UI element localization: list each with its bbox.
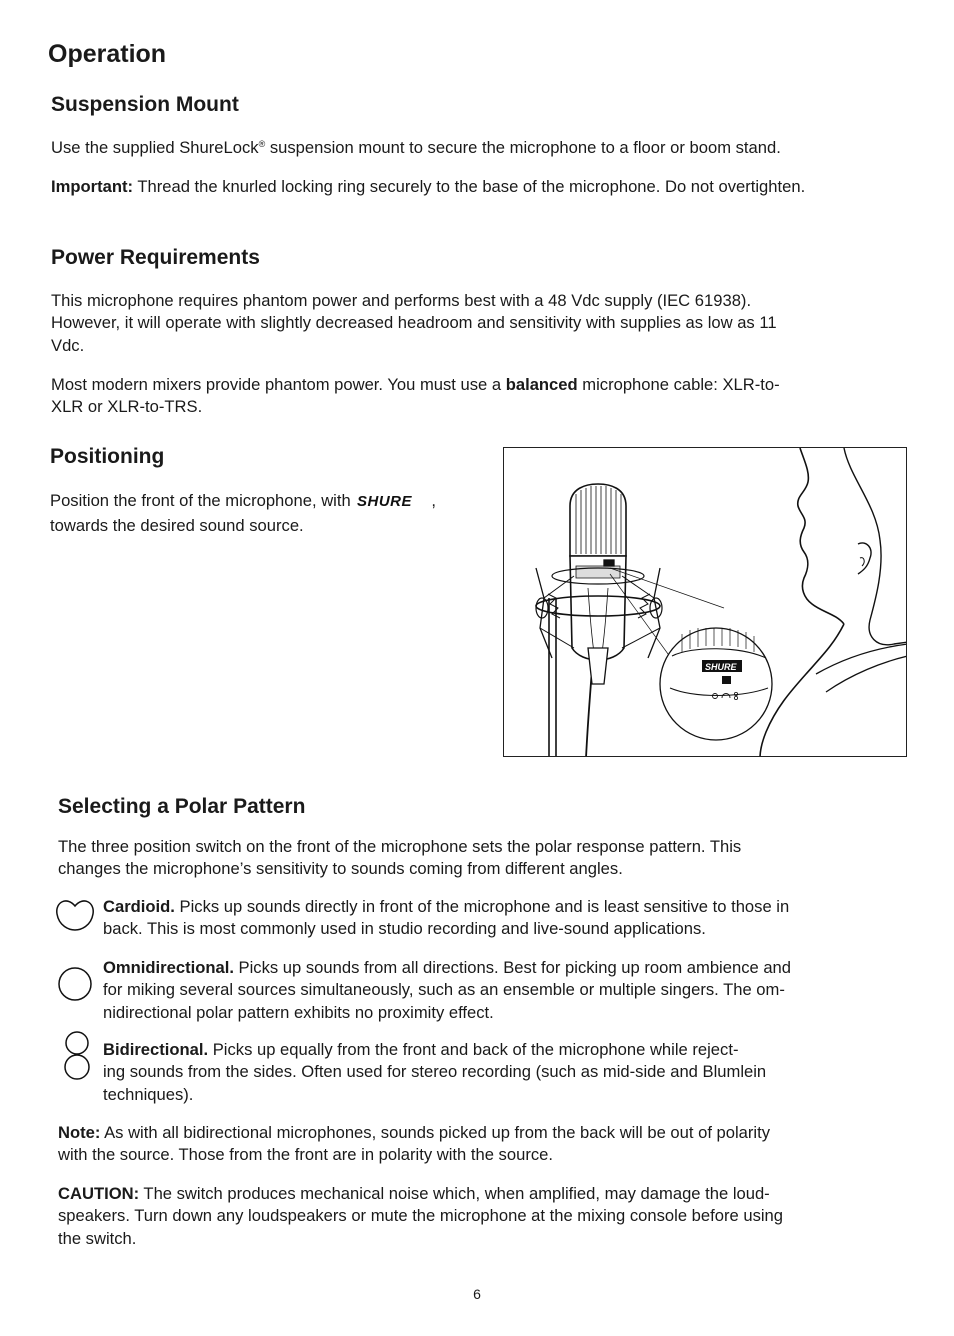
pattern-name: Bidirectional. <box>103 1040 209 1059</box>
text: As with all bidirectional microphones, sounds picked up from the back will be out of polarity <box>100 1123 771 1142</box>
text: changes the microphone’s sensitivity to sounds coming from different angles. <box>58 859 623 879</box>
balanced-bold: balanced <box>505 375 578 394</box>
power-paragraph-2 <box>51 374 780 419</box>
power-paragraph-1 <box>51 290 777 357</box>
text: Picks up equally from the front and back of the microphone while reject- <box>208 1040 739 1059</box>
cardioid-description <box>103 896 789 941</box>
text: techniques). <box>103 1084 194 1104</box>
text: speakers. Turn down any loudspeakers or mute the microphone at the mixing console before using <box>58 1206 784 1226</box>
text: with the source. Those from the front are in polarity with the source. <box>58 1145 553 1165</box>
text: the switch. <box>58 1228 137 1248</box>
text: Use the supplied ShureLock <box>51 138 259 157</box>
caution-paragraph <box>58 1183 783 1250</box>
pattern-name: Omnidirectional. <box>103 958 234 977</box>
note-paragraph <box>58 1122 770 1167</box>
text: microphone cable: XLR-to- <box>577 375 780 394</box>
text: nidirectional polar pattern exhibits no proximity effect. <box>103 1002 494 1022</box>
text: The three position switch on the front of the microphone sets the polar response pattern. This <box>58 837 742 856</box>
text: towards the desired sound source. <box>50 516 304 536</box>
text: Position the front of the microphone, with <box>50 491 356 510</box>
text: XLR or XLR-to-TRS. <box>51 397 203 417</box>
text: This microphone requires phantom power and performs best with a 48 Vdc supply (IEC 61938). <box>51 291 752 310</box>
pattern-name: Cardioid. <box>103 897 175 916</box>
omnidirectional-description <box>103 957 791 1024</box>
shure-logo-text: SHURE <box>357 493 413 509</box>
power-heading: Power Requirements <box>51 246 260 269</box>
positioning-heading: Positioning <box>50 445 165 468</box>
text: for miking several sources simultaneously, such as an ensemble or multiple singers. The om- <box>103 980 785 1000</box>
caution-label: CAUTION: <box>58 1184 140 1203</box>
text: Picks up sounds from all directions. Best for picking up room ambience and <box>233 958 792 977</box>
cardioid-icon <box>53 898 97 937</box>
bidirectional-icon <box>63 1030 91 1087</box>
text: suspension mount to secure the microphone to a floor or boom stand. <box>265 138 781 157</box>
note-label: Note: <box>58 1123 101 1142</box>
text: , <box>431 491 436 510</box>
positioning-paragraph <box>50 490 436 538</box>
text: However, it will operate with slightly decreased headroom and sensitivity with supplies as low as 11 <box>51 313 777 333</box>
bidirectional-description <box>103 1039 766 1106</box>
text: Most modern mixers provide phantom power. You must use a <box>51 375 506 394</box>
suspension-heading: Suspension Mount <box>51 93 239 116</box>
text: Picks up sounds directly in front of the microphone and is least sensitive to those in <box>174 897 790 916</box>
text: Thread the knurled locking ring securely to the base of the microphone. Do not overtighten. <box>133 177 806 196</box>
polar-heading: Selecting a Polar Pattern <box>58 795 306 818</box>
text: The switch produces mechanical noise which, when amplified, may damage the loud- <box>139 1184 770 1203</box>
text: back. This is most commonly used in studio recording and live-sound applications. <box>103 919 706 939</box>
omnidirectional-icon <box>57 966 93 1007</box>
page-number: 6 <box>473 1286 481 1302</box>
registered-mark: ® <box>258 139 266 149</box>
text: ing sounds from the sides. Often used for stereo recording (such as mid-side and Blumlein <box>103 1062 767 1082</box>
microphone-positioning-illustration <box>503 447 907 757</box>
page-title: Operation <box>48 40 167 68</box>
text: Vdc. <box>51 335 85 355</box>
shure-logo <box>355 493 431 515</box>
important-label: Important: <box>51 177 134 196</box>
zoom-logo-text: SHURE <box>705 662 737 672</box>
suspension-paragraph <box>51 137 781 159</box>
polar-intro <box>58 836 741 881</box>
important-paragraph <box>51 176 805 198</box>
